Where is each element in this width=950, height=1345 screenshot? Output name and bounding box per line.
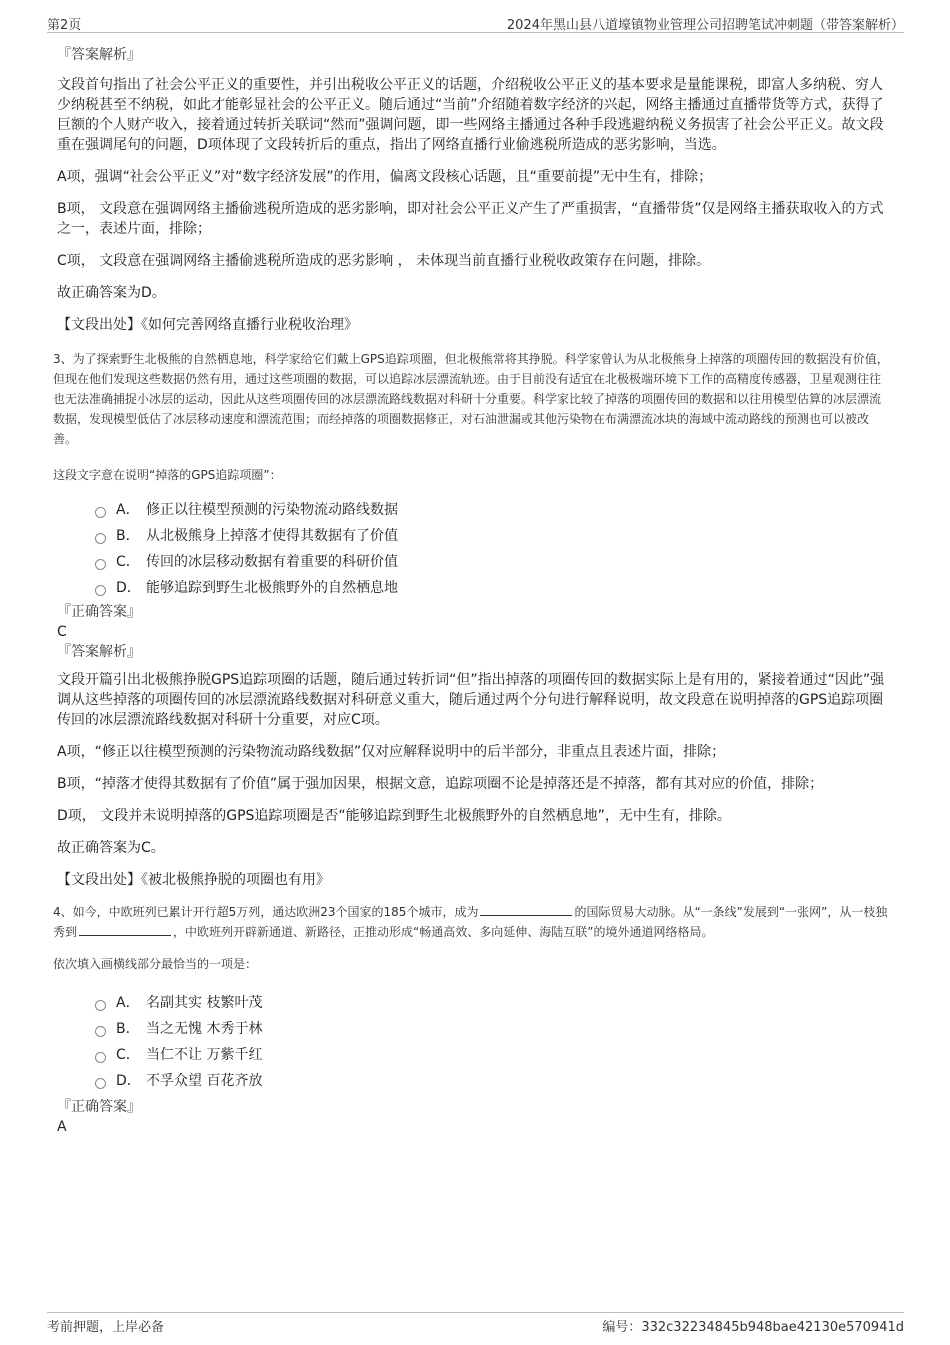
option-letter: B．: [116, 1021, 140, 1037]
radio-icon[interactable]: [95, 1000, 106, 1011]
q3-source: 【文段出处】《被北极熊挣脱的项圈也有用》: [57, 872, 330, 888]
option-letter: A．: [116, 502, 140, 518]
document-id: 编号：332c32234845b948bae42130e570941d: [602, 1320, 904, 1335]
page-footer: [47, 1312, 904, 1333]
option-text: 当仁不让 万紫千红: [146, 1047, 263, 1063]
q2-option-c-note: C项， 文段意在强调网络主播偷逃税所造成的恶劣影响 ， 未体现当前直播行业税收政策存在问题，排除。: [57, 253, 711, 269]
q4-text-part3: ，中欧班列开辟新通道、新路径，正推动形成“畅通高效、多向延伸、海陆互联”的境外通道网络格局。: [173, 925, 714, 939]
page-header: [47, 14, 904, 33]
q4-option-c[interactable]: [95, 1041, 887, 1067]
q3-analysis: 文段开篇引出北极熊挣脱GPS追踪项圈的话题，随后通过转折词“但”指出掉落的项圈传回的数据实际上是有用的，紧接着通过“因此”强调从这些掉落的项圈传回的冰层漂流路线数据对科研意义重大，随后通过两个分句进行解释说明，故文段意在说明掉落的GPS追踪项圈传回的冰层漂流路线数据对科研十分重要，对应C项。: [57, 672, 885, 728]
option-letter: D．: [116, 1073, 141, 1089]
q3-option-b-note: B项，“掉落才使得其数据有了价值”属于强加因果，根据文意，追踪项圈不论是掉落还是不掉落，都有其对应的价值，排除；: [57, 776, 824, 792]
q3-option-c[interactable]: [95, 548, 887, 574]
q3-question-text: 3、为了探索野生北极熊的自然栖息地，科学家给它们戴上GPS追踪项圈，但北极熊常将其挣脱。科学家曾认为从北极熊身上掉落的项圈传回的数据没有价值，但现在他们发现这些数据仍然有用，通过这些项圈的数据，可以追踪冰层漂流轨迹。由于目前没有适宜在北极极端环境下工作的高精度传感器，卫星观测往往也无法准确捕捉小冰层的运动，因此从这些项圈传回的冰层漂流路线数据对科研十分重要。科学家比较了掉落的项圈传回的数据和以往用模型估算的冰层漂流数据，发现模型低估了冰层移动速度和漂流范围；而经掉落的项圈数据修正，对石油泄漏或其他污染物在布满漂流冰块的海域中流动路线的预测也可以被改善。: [53, 352, 889, 446]
q3-option-a-note: A项，“修正以往模型预测的污染物流动路线数据”仅对应解释说明中的后半部分，非重点且表述片面，排除；: [57, 744, 726, 760]
q4-prompt: 依次填入画横线部分最恰当的一项是：: [53, 957, 258, 971]
option-letter: B．: [116, 528, 140, 544]
q3-prompt: 这段文字意在说明“掉落的GPS追踪项圈”：: [53, 468, 282, 482]
option-text: 当之无愧 木秀于林: [146, 1021, 263, 1037]
page-content: [53, 40, 889, 1137]
q4-text-part2: 的国际贸易大动脉。从“一条线”发展到“一张网”，从一枝独秀到: [53, 905, 888, 939]
q4-option-d[interactable]: [95, 1067, 887, 1093]
q3-option-d-note: D项， 文段并未说明掉落的GPS追踪项圈是否“能够追踪到野生北极熊野外的自然栖息地”，无中生有，排除。: [57, 808, 731, 824]
q4-option-b[interactable]: [95, 1015, 887, 1041]
page-number: 第2页: [47, 18, 82, 33]
q4-blank-2: [79, 923, 171, 936]
option-text: 从北极熊身上掉落才使得其数据有了价值: [146, 528, 398, 544]
q2-option-a-note: A项，强调“社会公平正义”对“数字经济发展”的作用，偏离文段核心话题，且“重要前提”无中生有，排除；: [57, 169, 713, 185]
q4-text-part1: 4、如今，中欧班列已累计开行超5万列，通达欧洲23个国家的185个城市，成为: [53, 905, 479, 919]
radio-icon[interactable]: [95, 1052, 106, 1063]
q4-options: [95, 989, 887, 1093]
q2-analysis-label: 『答案解析』: [57, 47, 141, 63]
radio-icon[interactable]: [95, 585, 106, 596]
q2-conclusion: 故正确答案为D。: [57, 285, 166, 301]
q3-option-a[interactable]: [95, 496, 887, 522]
q4-option-a[interactable]: [95, 989, 887, 1015]
option-text: 名副其实 枝繁叶茂: [146, 995, 263, 1011]
q4-answer: A: [57, 1119, 67, 1135]
q4-blank-1: [480, 903, 572, 916]
option-letter: A．: [116, 995, 140, 1011]
radio-icon[interactable]: [95, 559, 106, 570]
option-text: 修正以往模型预测的污染物流动路线数据: [146, 502, 398, 518]
option-text: 传回的冰层移动数据有着重要的科研价值: [146, 554, 398, 570]
q3-options: [95, 496, 887, 600]
q3-answer: C: [57, 624, 67, 640]
q2-analysis: 文段首句指出了社会公平正义的重要性，并引出税收公平正义的话题，介绍税收公平正义的基本要求是量能课税，即富人多纳税、穷人少纳税甚至不纳税，如此才能彰显社会的公平正义。随后通过“当前”介绍随着数字经济的兴起，网络主播通过直播带货等方式，获得了巨额的个人财产收入，接着通过转折关联词“然而”强调问题，即一些网络主播通过各种手段逃避纳税义务损害了社会公平正义。故文段重在强调尾句的问题，D项体现了文段转折后的重点，指出了网络直播行业偷逃税所造成的恶劣影响，当选。: [57, 77, 884, 153]
q4-question-text: [53, 902, 889, 942]
option-letter: D．: [116, 580, 141, 596]
q3-option-d[interactable]: [95, 574, 887, 600]
q3-analysis-label: 『答案解析』: [57, 644, 141, 660]
q2-option-b-note: B项， 文段意在强调网络主播偷逃税所造成的恶劣影响，即对社会公平正义产生了严重损害，“直播带货”仅是网络主播获取收入的方式之一，表述片面，排除；: [57, 201, 884, 237]
footer-slogan: 考前押题，上岸必备: [47, 1320, 165, 1335]
q3-option-b[interactable]: [95, 522, 887, 548]
radio-icon[interactable]: [95, 507, 106, 518]
option-letter: C．: [116, 554, 140, 570]
q3-answer-label: 『正确答案』: [57, 604, 141, 620]
q3-conclusion: 故正确答案为C。: [57, 840, 165, 856]
option-letter: C．: [116, 1047, 140, 1063]
q2-source: 【文段出处】《如何完善网络直播行业税收治理》: [57, 317, 358, 333]
option-text: 不孚众望 百花齐放: [146, 1073, 263, 1089]
radio-icon[interactable]: [95, 1026, 106, 1037]
option-text: 能够追踪到野生北极熊野外的自然栖息地: [146, 580, 398, 596]
radio-icon[interactable]: [95, 1078, 106, 1089]
radio-icon[interactable]: [95, 533, 106, 544]
document-title: 2024年黑山县八道壕镇物业管理公司招聘笔试冲刺题（带答案解析）: [506, 18, 904, 33]
q4-answer-label: 『正确答案』: [57, 1099, 141, 1115]
